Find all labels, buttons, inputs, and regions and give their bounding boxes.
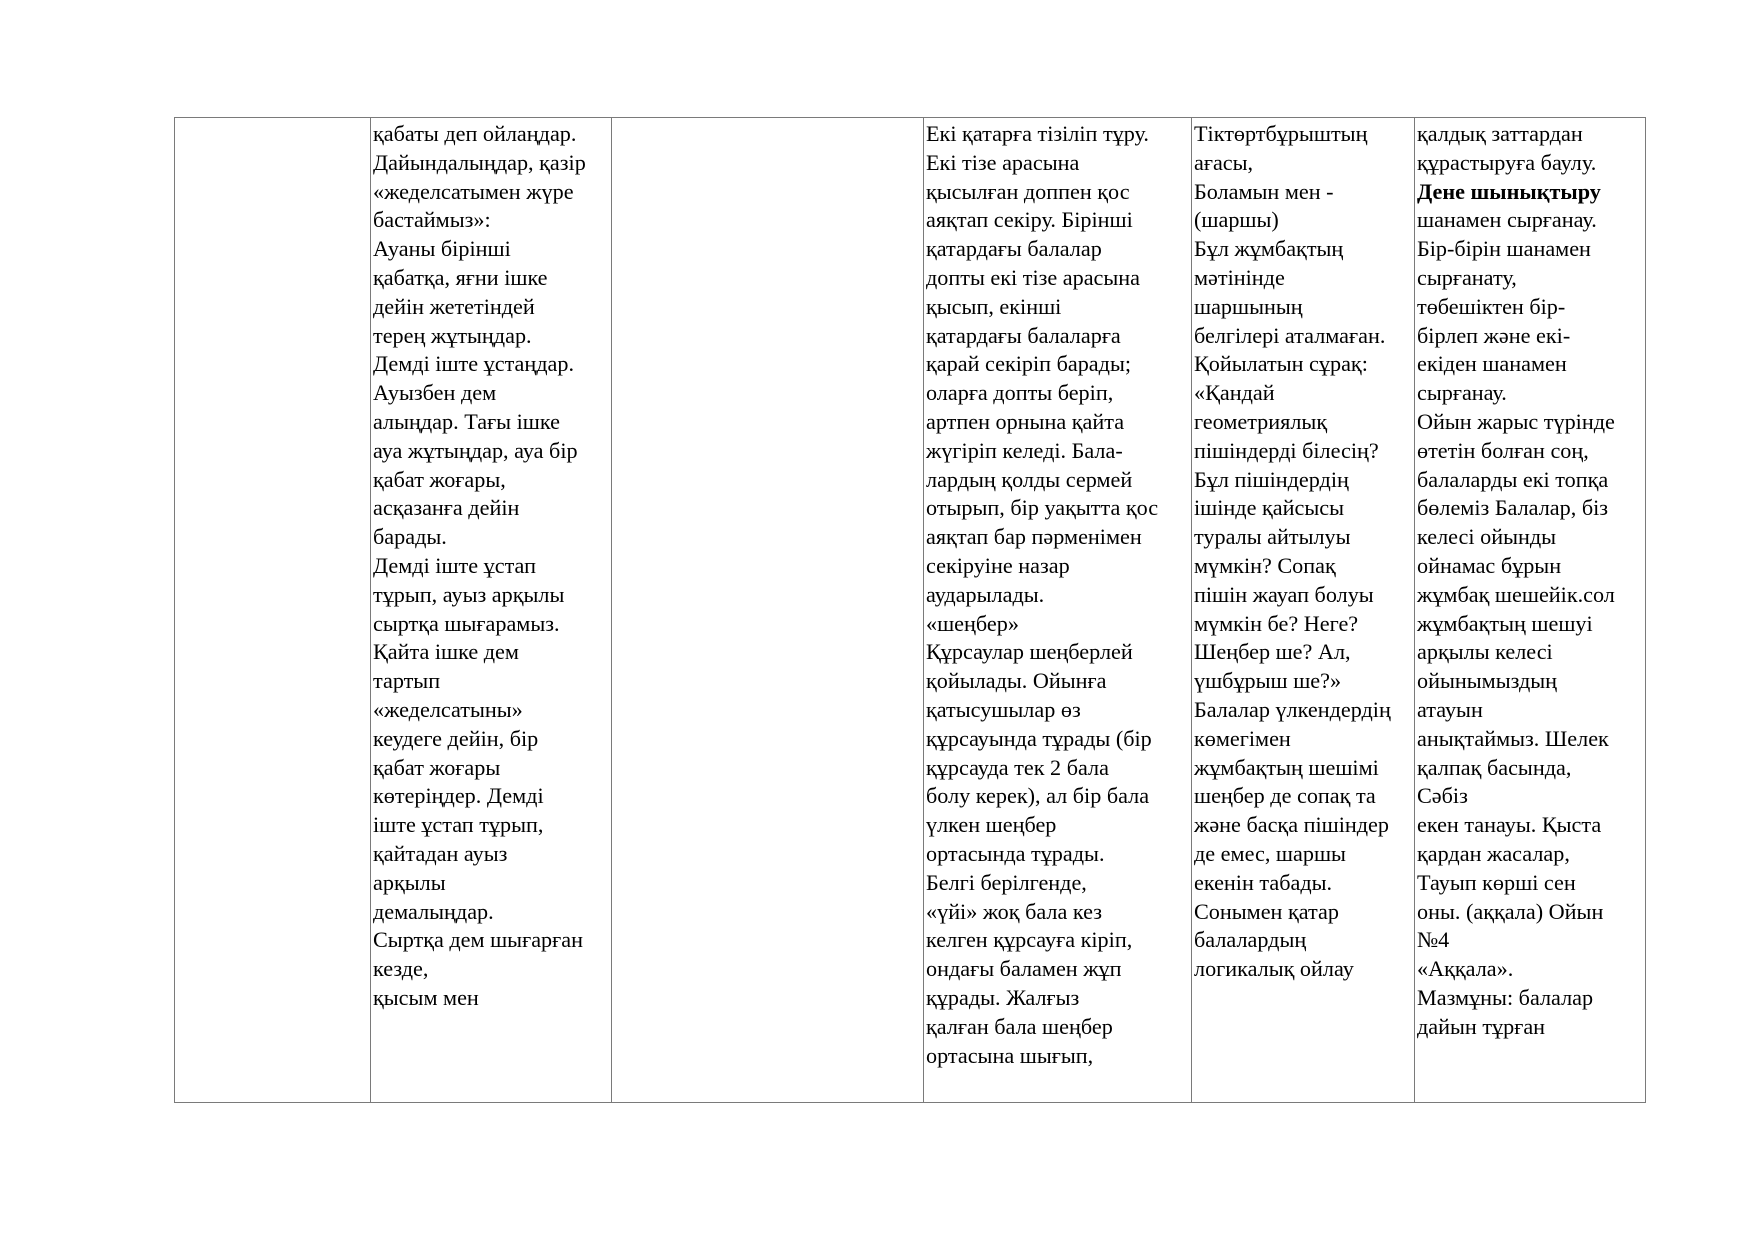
cell-line: Бұл жұмбақтың [1194,236,1344,262]
cell-line: қабат жоғары, [373,466,506,492]
table-column-2 [370,118,611,1102]
cell-line: аяқтап бар пәрменімен [926,524,1142,550]
table-column-3 [611,118,923,1102]
cell-line: өтетін болған соң, [1417,437,1589,463]
table-column-5 [1191,118,1414,1102]
cell-line: ағасы, [1194,149,1254,175]
cell-line: аударылады. [926,581,1045,607]
cell-line: «Қандай [1194,380,1275,406]
cell-line: келген құрсауға кіріп, [926,927,1133,953]
cell-line: ішінде қайсысы [1194,495,1344,521]
cell-line: шаршының [1194,293,1303,319]
cell-line: екен танауы. Қыста [1417,812,1602,838]
cell-line: қарай секіріп барады; [926,351,1132,377]
cell-line: бастаймыз»: [373,207,491,233]
cell-line: кеудеге дейін, бір [373,725,539,751]
cell-line: құрсауында тұрады (бір [926,725,1152,751]
cell-line: қысып, екінші [926,293,1062,319]
cell-line: Екі тізе арасына [926,149,1080,175]
cell-line: үлкен шеңбер [926,812,1057,838]
cell-line: дайын тұрған [1417,1013,1546,1039]
cell-line: ауа жұтыңдар, ауа бір [373,437,578,463]
cell-line: балалардың [1194,927,1307,953]
cell-line: Бір-бірін шанамен [1417,236,1591,262]
cell-line: шанамен сырғанау. [1417,207,1597,233]
cell-line: кезде, [373,956,429,982]
cell-line: қабат жоғары [373,754,501,780]
cell-line: Тіктөртбұрыштың [1194,121,1368,146]
cell-line: асқазанға дейін [373,495,520,521]
cell-line: жүгіріп келеді. Бала- [926,437,1123,463]
cell-line: лардың қолды сермей [926,466,1133,492]
cell-line: мүмкін? Сопақ [1194,552,1336,578]
cell-line: (шаршы) [1194,207,1279,233]
cell-line: іште ұстап тұрып, [373,812,544,838]
cell-line: Қайта ішке дем [373,639,519,665]
cell-text-column-4 [926,120,1158,1070]
cell-line: ойынымыздың [1417,668,1558,694]
cell-line: екіден шанамен [1417,351,1567,377]
cell-line: Ойын жарыс түрінде [1417,408,1615,434]
cell-line: құрсауда тек 2 бала [926,754,1109,780]
cell-line: Балалар үлкендердің [1194,696,1391,722]
cell-line: №4 [1417,927,1450,953]
cell-line: Ауызбен дем [373,380,497,406]
table-column-6 [1414,118,1647,1102]
cell-line: «жеделсатыны» [373,696,523,722]
cell-line: демалыңдар. [373,898,494,924]
cell-line: жұмбақ шешейік.сол [1417,581,1615,607]
table-column-4 [923,118,1191,1102]
cell-line: Екі қатарға тізіліп тұру. [926,121,1149,146]
cell-line: алыңдар. Тағы ішке [373,408,560,434]
cell-line: Шеңбер ше? Ал, [1194,639,1351,665]
cell-line: де емес, шаршы [1194,840,1346,866]
cell-line: ортасына шығып, [926,1042,1094,1068]
cell-line: қалдық заттардан [1417,121,1583,146]
cell-line: қабаты деп ойлаңдар. [373,121,577,146]
cell-line: Боламын мен - [1194,178,1334,204]
cell-line: және басқа пішіндер [1194,812,1389,838]
cell-line: қалған бала шеңбер [926,1013,1113,1039]
cell-line: ондағы баламен жұп [926,956,1122,982]
cell-line: мәтінінде [1194,264,1285,290]
cell-line: Дене шынықтыру [1417,178,1601,204]
cell-line: қайтадан ауыз [373,840,508,866]
schedule-table [174,117,1646,1103]
cell-line: Тауып көрші сен [1417,869,1576,895]
cell-line: дейін жететіндей [373,293,535,319]
cell-line: құрады. Жалғыз [926,984,1080,1010]
cell-line: «жеделсатымен жүре [373,178,574,204]
cell-line: атауын [1417,696,1483,722]
cell-line: сырғанау. [1417,380,1507,406]
cell-text-column-2 [373,120,586,1013]
cell-text-column-6 [1417,120,1615,1042]
cell-line: Ауаны бірінші [373,236,511,262]
cell-line: артпен орнына қайта [926,408,1125,434]
cell-line: оларға допты беріп, [926,380,1114,406]
cell-line: көмегімен [1194,725,1291,751]
cell-line: қардан жасалар, [1417,840,1570,866]
cell-line: «үйі» жоқ бала кез [926,898,1102,924]
cell-line: Қойылатын сұрақ: [1194,351,1368,377]
cell-line: бірлеп және екі- [1417,322,1571,348]
cell-line: қабатқа, яғни ішке [373,264,548,290]
cell-line: сыртқа шығарамыз. [373,610,560,636]
cell-line: пішін жауап болуы [1194,581,1374,607]
cell-line: екенін табады. [1194,869,1333,895]
cell-line: қойылады. Ойынға [926,668,1107,694]
cell-line: жұмбақтың шешуі [1417,610,1593,636]
cell-line: белгілері аталмаған. [1194,322,1386,348]
cell-line: шеңбер де сопақ та [1194,783,1376,809]
cell-line: арқылы келесі [1417,639,1553,665]
cell-line: қысым мен [373,984,479,1010]
cell-line: құрастыруға баулу. [1417,149,1597,175]
cell-line: қатысушылар өз [926,696,1081,722]
cell-line: секіруіне назар [926,552,1070,578]
cell-line: «шеңбер» [926,610,1019,636]
cell-line: бөлеміз Балалар, біз [1417,495,1609,521]
cell-line: терең жұтыңдар. [373,322,532,348]
cell-line: қалпақ басында, [1417,754,1572,780]
cell-text-column-5 [1194,120,1391,984]
cell-line: Сәбіз [1417,783,1468,809]
cell-line: ойнамас бұрын [1417,552,1562,578]
cell-line: геометриялық [1194,408,1328,434]
cell-line: болу керек), ал бір бала [926,783,1150,809]
cell-line: анықтаймыз. Шелек [1417,725,1609,751]
cell-line: тартып [373,668,441,694]
cell-line: Дайындалыңдар, қазір [373,149,586,175]
cell-line: сырғанату, [1417,264,1517,290]
cell-line: «Аққала». [1417,956,1514,982]
cell-line: Құрсаулар шеңберлей [926,639,1133,665]
cell-line: Сыртқа дем шығарған [373,927,583,953]
cell-line: қатардағы балалар [926,236,1102,262]
cell-line: көтеріңдер. Демді [373,783,544,809]
cell-line: отырып, бір уақытта қос [926,495,1159,521]
cell-line: мүмкін бе? Неге? [1194,610,1359,636]
cell-line: төбешіктен бір- [1417,293,1566,319]
table-column-1 [175,118,370,1102]
cell-line: Демді іште ұстап [373,552,536,578]
cell-line: тұрып, ауыз арқылы [373,581,565,607]
cell-line: қысылған доппен қос [926,178,1130,204]
cell-line: Белгі берілгенде, [926,869,1087,895]
cell-line: келесі ойынды [1417,524,1557,550]
cell-line: оны. (аққала) Ойын [1417,898,1604,924]
cell-line: ортасында тұрады. [926,840,1105,866]
cell-line: Демді іште ұстаңдар. [373,351,575,377]
cell-line: арқылы [373,869,446,895]
cell-line: балаларды екі топқа [1417,466,1609,492]
cell-line: барады. [373,524,447,550]
cell-line: жұмбақтың шешімі [1194,754,1379,780]
cell-line: логикалық ойлау [1194,956,1354,982]
cell-line: Бұл пішіндердің [1194,466,1349,492]
cell-line: қатардағы балаларға [926,322,1121,348]
cell-line: Сонымен қатар [1194,898,1339,924]
cell-line: Мазмұны: балалар [1417,984,1594,1010]
cell-line: аяқтап секіру. Бірінші [926,207,1133,233]
cell-line: үшбұрыш ше?» [1194,668,1342,694]
cell-line: туралы айтылуы [1194,524,1351,550]
cell-line: допты екі тізе арасына [926,264,1141,290]
cell-line: пішіндерді білесің? [1194,437,1379,463]
